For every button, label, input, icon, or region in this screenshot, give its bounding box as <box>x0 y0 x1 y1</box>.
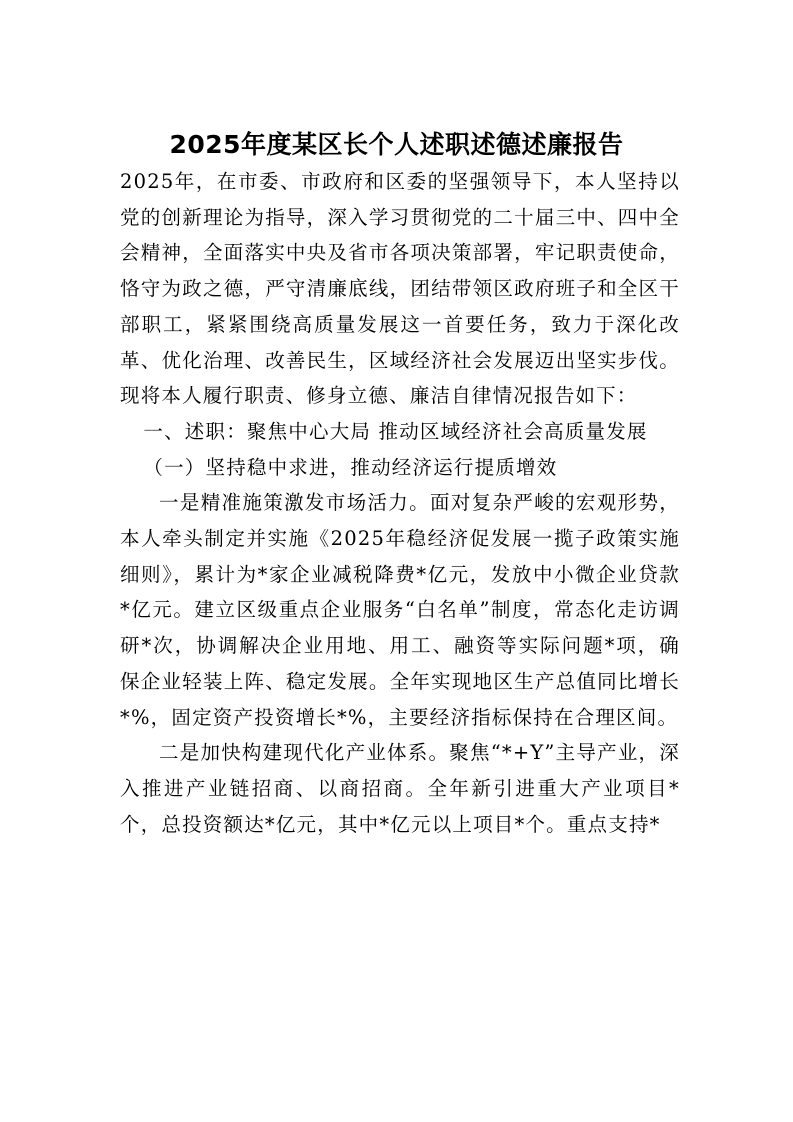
intro-paragraph: 2025年，在市委、市政府和区委的坚强领导下，本人坚持以党的创新理论为指导，深入学习贯彻党的二十届三中、四中全会精神，全面落实中央及省市各项决策部署，牢记职责使命，恪守为政之德，严守清廉底线，团结带领区政府班子和全区干部职工，紧紧围绕高质量发展这一首要任务，致力于深化改革、优化治理、改善民生，区域经济社会发展迈出坚实步伐。现将本人履行职责、修身立德、廉洁自律情况报告如下： <box>120 170 680 408</box>
document-body <box>120 164 680 842</box>
subsection-heading: （一）坚持稳中求进，推动经济运行提质增效 <box>143 455 558 479</box>
page-title: 2025年度某区长个人述职述德述廉报告 <box>169 130 624 159</box>
section-heading: 一、述职：聚焦中心大局 推动区域经济社会高质量发展 <box>143 419 648 443</box>
body-paragraph: 一是精准施策激发市场活力。面对复杂严峻的宏观形势，本人牵头制定并实施《2025年稳经济促发展一揽子政策实施细则》，累计为*家企业减税降费*亿元，发放中小微企业贷款*亿元。建立区级重点企业服务“白名单”制度，常态化走访调研*次，协调解决企业用地、用工、融资等实际问题*项，确保企业轻装上阵、稳定发展。全年实现地区生产总值同比增长*%，固定资产投资增长*%，主要经济指标保持在合理区间。 <box>120 491 680 729</box>
body-paragraph: 二是加快构建现代化产业体系。聚焦“*+Y”主导产业，深入推进产业链招商、以商招商。全年新引进重大产业项目*个，总投资额达*亿元，其中*亿元以上项目*个。重点支持* <box>120 741 680 836</box>
